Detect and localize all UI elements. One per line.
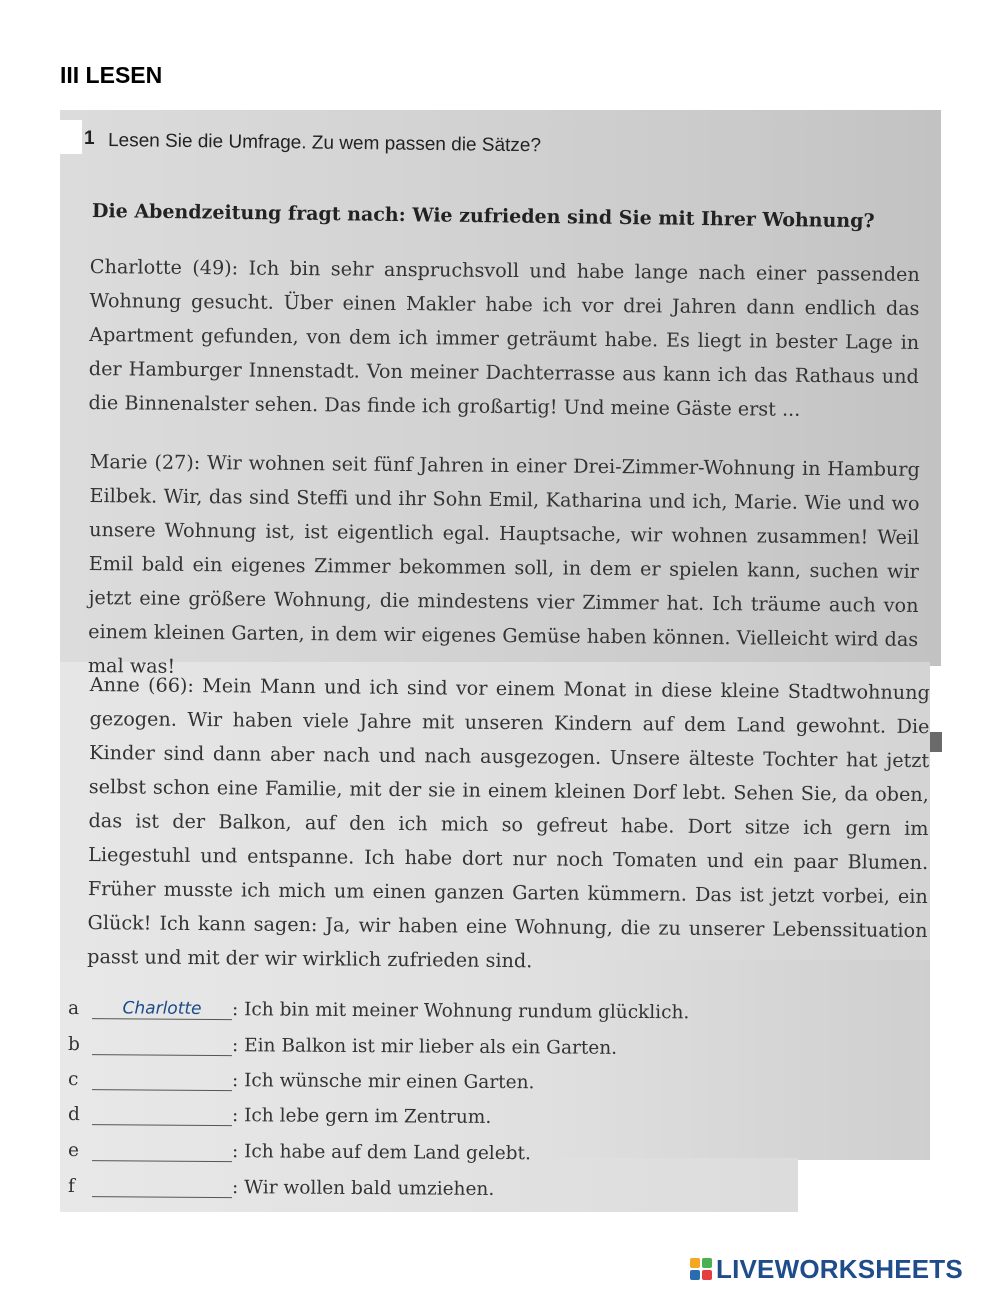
- exercise-row-f: [68, 1176, 494, 1209]
- logo-text: LIVEWORKSHEETS: [716, 1253, 963, 1284]
- exercise-row-b: [68, 1034, 617, 1068]
- exercise-letter: c: [67, 1069, 79, 1091]
- answer-blank-f[interactable]: [92, 1176, 232, 1198]
- exercise-letter: d: [67, 1104, 80, 1126]
- exercise-letter: b: [67, 1034, 80, 1056]
- exercise-row-c: [68, 1069, 535, 1102]
- exercise-sentence: : Ich lebe gern im Zentrum.: [231, 1105, 492, 1128]
- exercise-letter: e: [67, 1140, 80, 1162]
- exercise-sentence: : Ein Balkon ist mir lieber als ein Garten.: [231, 1035, 618, 1059]
- page-edge-mark: [930, 732, 942, 752]
- answer-blank-d[interactable]: [92, 1104, 232, 1126]
- answer-blank-b[interactable]: [92, 1034, 232, 1056]
- exercise-row-e: [68, 1140, 531, 1173]
- paragraph-marie: Marie (27): Wir wohnen seit fünf Jahren in einer Drei-Zimmer-Wohnung in Hamburg Eilbek. Wir, das sind Steffi und ihr Sohn Emil, Katharina und ich, Marie. Wie und wo unsere Wohnung ist, ist eigentlich egal. Hauptsache, wir wohnen zusammen! Weil Emil bald ein eigenes Zimmer bekommen soll, in dem er spielen kann, suchen wir jetzt eine größere Wohnung, die mindestens vier Zimmer hat. Ich träume auch von einem kleinen Garten, in dem wir eigenes Gemüse haben können. Vielleicht wird das mal was!: [87, 449, 920, 678]
- liveworksheets-logo: [690, 1254, 963, 1284]
- exercise-sentence: : Ich bin mit meiner Wohnung rundum glücklich.: [231, 999, 690, 1024]
- exercise-sentence: : Wir wollen bald umziehen.: [231, 1177, 495, 1200]
- survey-title: Die Abendzeitung fragt nach: Wie zufrieden sind Sie mit Ihrer Wohnung?: [91, 200, 875, 233]
- task-number: 1: [84, 128, 95, 149]
- logo-square: [690, 1270, 700, 1280]
- exercise-sentence: : Ich wünsche mir einen Garten.: [231, 1070, 535, 1094]
- task-instruction: Lesen Sie die Umfrage. Zu wem passen die Sätze?: [107, 130, 542, 157]
- task-number-box: [60, 120, 82, 154]
- exercise-letter: a: [67, 998, 80, 1020]
- liveworksheets-logo-icon: [690, 1258, 712, 1280]
- exercise-letter: f: [67, 1176, 75, 1198]
- exercise-sentence: : Ich habe auf dem Land gelebt.: [231, 1141, 531, 1165]
- logo-square: [702, 1258, 712, 1268]
- answer-blank-a[interactable]: Charlotte: [92, 998, 232, 1020]
- exercise-row-d: [68, 1104, 491, 1137]
- section-heading: III LESEN: [60, 62, 163, 88]
- exercise-row-a: [68, 998, 689, 1032]
- answer-blank-e[interactable]: [92, 1140, 232, 1162]
- paragraph-anne: Anne (66): Mein Mann und ich sind vor einem Monat in diese kleine Stadtwohnung gezogen. Wir haben viele Jahre mit unseren Kindern auf dem Land gewohnt. Die Kinder sind dann aber nach und nach ausgezogen. Unsere älteste Tochter hat jetzt selbst schon eine Familie, mit der sie in einem kleinen Dorf lebt. Sehen Sie, da oben, das ist der Balkon, auf den ich mich so gefreut habe. Dort sitze ich gern im Liegestuhl und entspanne. Ich habe dort nur noch Tomaten und ein paar Blumen. Früher musste ich mich um einen ganzen Garten kümmern. Das ist jetzt vorbei, ein Glück! Ich kann sagen: Ja, wir haben eine Wohnung, die zu unserer Lebenssituation passt und mit der wir wirklich zufrieden sind.: [87, 672, 930, 973]
- answer-blank-c[interactable]: [92, 1069, 232, 1091]
- logo-square: [702, 1270, 712, 1280]
- logo-square: [690, 1258, 700, 1268]
- paragraph-charlotte: Charlotte (49): Ich bin sehr anspruchsvoll und habe lange nach einer passenden Wohnung gesucht. Über einen Makler habe ich vor drei Jahren dann endlich das Apartment gefunden, von dem ich immer geträumt habe. Es liegt in bester Lage in der Hamburger Innenstadt. Von meiner Dachterrasse aus kann ich das Rathaus und die Binnenalster sehen. Das finde ich großartig! Und meine Gäste erst ...: [88, 254, 920, 421]
